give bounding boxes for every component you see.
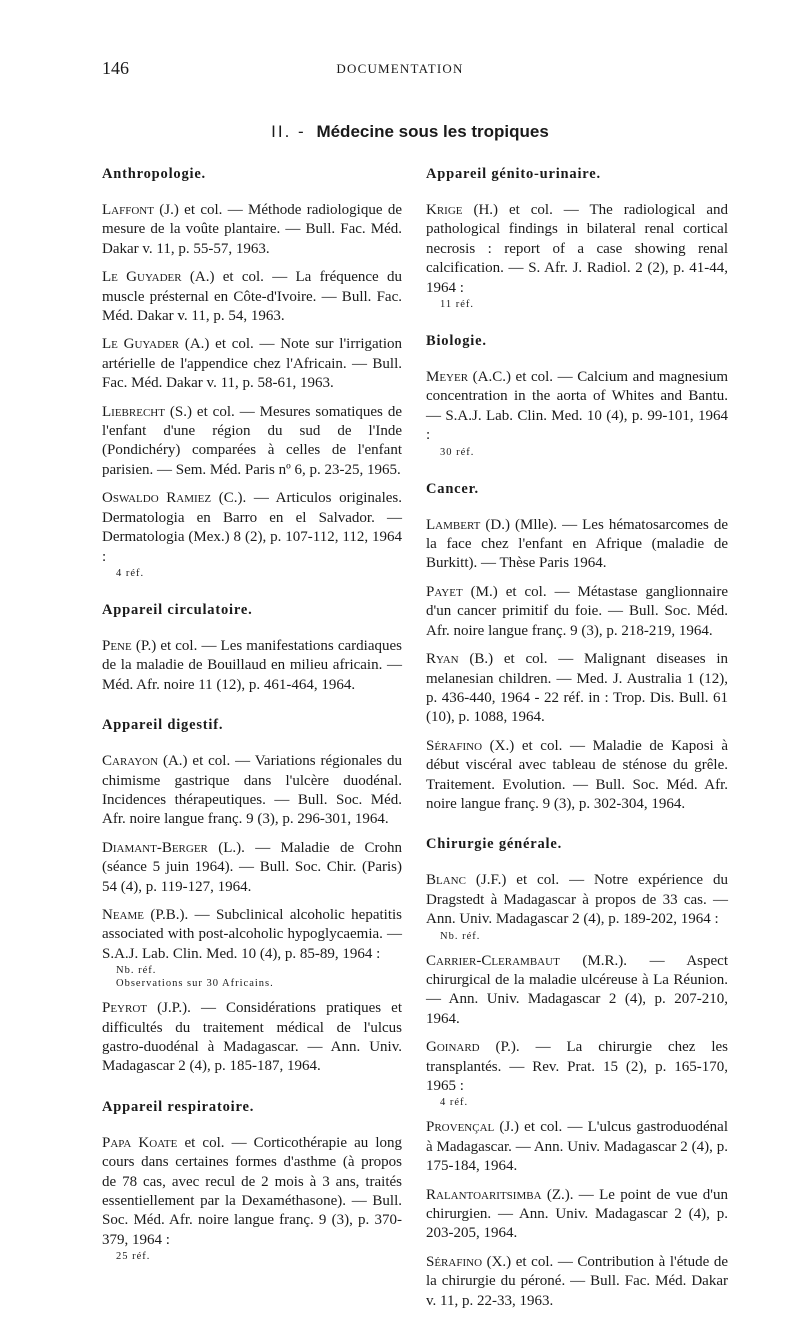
entry-text: et col. — Corticothérapie au long cours dans certaines formes d'asthme (à propos de 78 cas, avec recul de 2 mois à 3 ans, traités essentiellement par la Dexaméthasone). — Bull. Soc. Méd. Afr. noire langue franç. 9 (3), p. 370-379, 1964 : <box>102 1134 403 1248</box>
bibliography-entry <box>102 1134 402 1263</box>
bibliography-entry <box>102 335 402 393</box>
right-column <box>426 165 728 1320</box>
entry-text: — Aspect chirurgical de la maladie ulcéreuse à La Réunion. — Ann. Univ. Madagascar 2 (4), p. 207-210, 1964. <box>426 952 728 1027</box>
chapter-title-text: Médecine sous les tropiques <box>316 122 549 141</box>
entry-author: Payet (M.) <box>426 583 498 600</box>
entry-author: Pene (P.) <box>102 637 157 654</box>
entry-text: et col. — Notre expérience du Dragstedt à Madagascar à propos de 33 cas. — Ann. Univ. Madagascar 2 (4), p. 189-202, 1964 : <box>426 872 728 928</box>
entry-author: Sérafino (X.) <box>426 737 515 754</box>
entry-text: et col. — The radiological and pathological findings in bilateral renal cortical necrosis : report of a case showing renal calcification. — S. Afr. J. Radiol. 2 (2), p. 41-44, 1964 : <box>426 202 728 296</box>
entry-text: — Articulos originales. Dermatologia en Barro en el Salvador. — Dermatologia (Mex.) 8 (2), p. 107-112, 112, 1964 : <box>102 490 402 565</box>
entry-author: Le Guyader (A.) <box>102 336 210 353</box>
entry-text: — Subclinical alcoholic hepatitis associated with post-alcoholic hypoglycaemia. — S.A.J. Lab. Clin. Med. 10 (4), p. 85-89, 1964 : <box>102 906 402 962</box>
section-heading: Appareil digestif. <box>102 717 224 734</box>
bibliography-entry <box>102 752 402 830</box>
entry-author: Blanc (J.F.) <box>426 872 507 889</box>
entry-text: et col. — Les manifestations cardiaques de la maladie de Bouillaud en milieu africain. — Méd. Afr. noire 11 (12), p. 461-464, 1964. <box>102 637 402 693</box>
entry-author: Carrier-Clerambaut (M.R.). <box>426 952 627 969</box>
entry-author: Neame (P.B.). <box>102 906 189 923</box>
entry-author: Ralantoaritsimba (Z.). <box>426 1186 574 1203</box>
entry-author: Krige (H.) <box>426 202 499 218</box>
bibliography-entry <box>102 999 402 1077</box>
bibliography-entry <box>426 583 728 641</box>
entry-text: — Le point de vue d'un chirurgien. — Ann. Univ. Madagascar 2 (4), p. 203-205, 1964. <box>426 1186 728 1242</box>
entry-author: Provençal (J.) <box>426 1119 519 1136</box>
bibliography-entry <box>426 516 728 574</box>
entry-reference-note: 25 réf. <box>116 1251 151 1263</box>
entry-reference-note: 4 réf. <box>116 567 145 579</box>
section-heading: Appareil respiratoire. <box>102 1098 255 1115</box>
bibliography-entry <box>426 737 728 815</box>
entry-text: et col. — Calcium and magnesium concentration in the aorta of Whites and Bantu. — S.A.J. Lab. Clin. Med. 10 (4), p. 99-101, 1964 : <box>426 369 728 444</box>
left-column <box>102 165 402 1272</box>
section-gap <box>426 823 728 835</box>
entry-author: Lambert (D.) <box>426 516 510 533</box>
entry-text: et col. — Métastase ganglionnaire d'un cancer primitif du foie. — Bull. Soc. Méd. Afr. noire langue franç. 9 (3), p. 218-219, 1964. <box>426 583 728 639</box>
entry-author: Diamant-Berger (L.). <box>102 839 245 856</box>
section-heading: Cancer. <box>426 480 479 497</box>
section-heading: Appareil génito-urinaire. <box>426 166 601 182</box>
entry-reference-note: 4 réf. <box>440 1097 469 1109</box>
chapter-title <box>0 122 800 142</box>
section-gap <box>426 468 728 480</box>
entry-text: et col. — La fréquence du muscle présternal en Côte-d'Ivoire. — Bull. Fac. Méd. Dakar v. 11, p. 54, 1963. <box>102 269 402 325</box>
entry-text: — Maladie de Crohn (séance 5 juin 1964). — Bull. Soc. Chir. (Paris) 54 (4), p. 119-127, 1964. <box>102 839 402 895</box>
entry-author: Sérafino (X.) <box>426 1253 512 1270</box>
entry-text: et col. — Maladie de Kaposi à début viscéral avec tableau de sténose du grêle. Traitement. Evolution. — Bull. Soc. Méd. Afr. noire langue franç. 9 (3), p. 302-304, 1964. <box>426 737 728 812</box>
entry-author: Liebrecht (S.) <box>102 403 192 420</box>
entry-author: Laffont (J.) <box>102 202 179 218</box>
section-gap <box>102 589 402 601</box>
entry-reference-note: 30 réf. <box>440 446 475 458</box>
section-heading: Anthropologie. <box>102 166 206 182</box>
entry-text: et col. — Mesures somatiques de l'enfant d'une région du sud de l'Inde (Pondichéry) comparées à celles de l'enfant parisien. — Sem. Méd. Paris nº 6, p. 23-25, 1965. <box>102 403 402 478</box>
bibliography-entry <box>426 1186 728 1244</box>
section-gap <box>426 320 728 332</box>
section-gap <box>102 704 402 716</box>
entry-author: Goinard (P.). <box>426 1039 520 1056</box>
entry-text: et col. — L'ulcus gastroduodénal à Madagascar. — Ann. Univ. Madagascar 2 (4), p. 175-184, 1964. <box>426 1119 728 1175</box>
bibliography-entry <box>102 839 402 897</box>
bibliography-entry <box>426 201 728 311</box>
entry-author: Carayon (A.) <box>102 753 188 770</box>
entry-author: Oswaldo Ramiez (C.). <box>102 490 247 507</box>
entry-author: Meyer (A.C.) <box>426 369 511 386</box>
entry-author: Ryan (B.) <box>426 651 494 668</box>
entry-author: Peyrot (J.P.). <box>102 1000 191 1017</box>
entry-reference-note: Nb. réf. <box>116 965 157 977</box>
entry-text: — Considérations pratiques et difficultés du traitement médical de l'ulcus gastro-duodénal à Madagascar. — Ann. Univ. Madagascar 2 (4), p. 185-187, 1964. <box>102 1000 402 1075</box>
entry-author: Papa Koate <box>102 1134 178 1151</box>
section-gap <box>102 1086 402 1098</box>
entry-text: et col. — Variations régionales du chimisme gastrique dans l'ulcère duodénal. Incidences thérapeutiques. — Bull. Soc. Méd. Afr. noire langue franç. 9 (3), p. 296-301, 1964. <box>102 753 403 828</box>
bibliography-entry <box>426 1038 728 1109</box>
bibliography-entry <box>102 637 402 695</box>
bibliography-entry <box>426 1118 728 1176</box>
chapter-number: II. - <box>271 122 306 141</box>
page-number: 146 <box>102 58 129 78</box>
bibliography-entry <box>102 906 402 990</box>
entry-text: et col. — Méthode radiologique de mesure de la voûte plantaire. — Bull. Fac. Méd. Dakar v. 11, p. 55-57, 1963. <box>102 202 402 257</box>
running-title: DOCUMENTATION <box>336 61 464 76</box>
entry-observation-note: Observations sur 30 Africains. <box>116 978 274 990</box>
entry-text: et col. — Contribution à l'étude de la chirurgie du péroné. — Bull. Fac. Méd. Dakar v. 11, p. 22-33, 1963. <box>426 1253 728 1309</box>
entry-reference-note: Nb. réf. <box>440 930 481 942</box>
bibliography-entry <box>102 403 402 481</box>
section-heading: Appareil circulatoire. <box>102 601 253 618</box>
section-heading: Biologie. <box>426 333 487 350</box>
entry-author: Le Guyader (A.) <box>102 269 215 286</box>
bibliography-entry <box>102 201 402 259</box>
entry-text: — La chirurgie chez les transplantés. — Rev. Prat. 15 (2), p. 165-170, 1965 : <box>426 1039 729 1094</box>
entry-reference-note: 11 réf. <box>440 299 475 311</box>
bibliography-entry <box>426 871 728 942</box>
section-heading: Chirurgie générale. <box>426 836 563 853</box>
bibliography-entry <box>102 489 402 580</box>
entry-text: et col. — Note sur l'irrigation artérielle de l'appendice chez l'Africain. — Bull. Fac. Méd. Dakar v. 11, p. 58-61, 1963. <box>102 336 402 392</box>
bibliography-entry <box>426 952 728 1030</box>
bibliography-entry <box>426 1253 728 1311</box>
entry-text: et col. — Malignant diseases in melanesian children. — Med. J. Australia 1 (12), p. 436-440, 1964 - 22 réf. in : Trop. Dis. Bull. 61 (10), p. 1088, 1964. <box>426 651 728 726</box>
bibliography-entry <box>426 368 728 459</box>
bibliography-entry <box>102 268 402 326</box>
bibliography-entry <box>426 650 728 728</box>
entry-text: (Mlle). — Les hématosarcomes de la face chez l'enfant en Afrique (maladie de Burkitt). — Thèse Paris 1964. <box>426 516 728 572</box>
